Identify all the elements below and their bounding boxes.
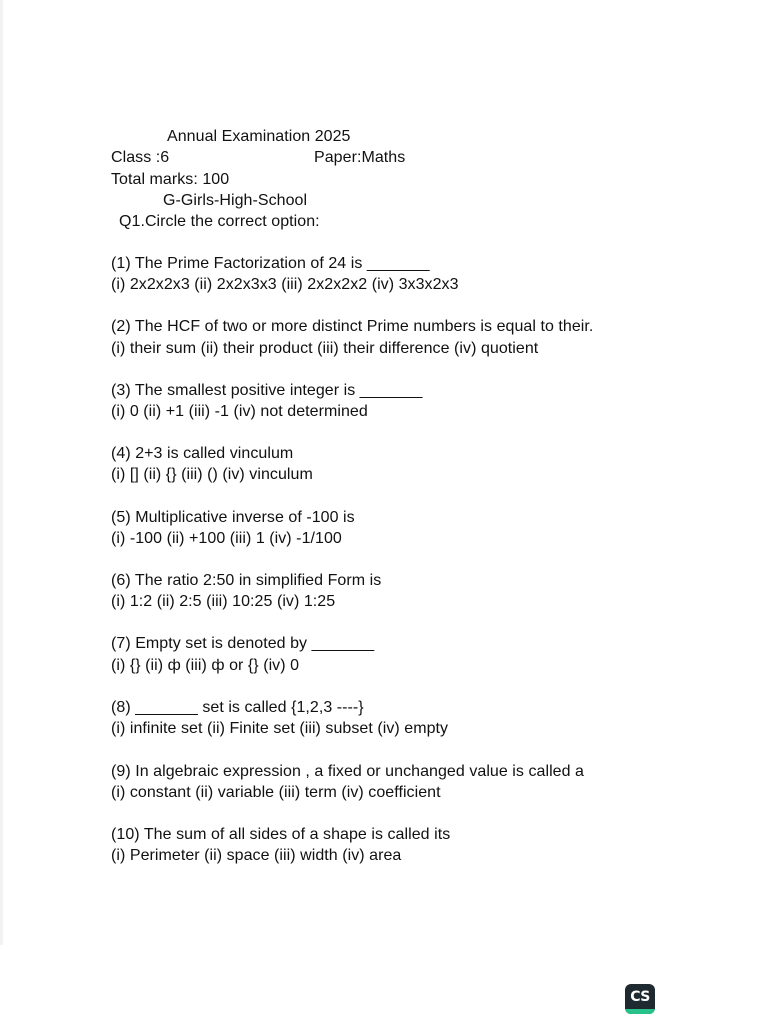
question-3: (3) The smallest positive integer is _______ — [111, 382, 423, 399]
logo-accent — [625, 1009, 655, 1014]
total-marks: Total marks: 100 — [111, 171, 230, 188]
question-7: (7) Empty set is denoted by _______ — [111, 635, 375, 652]
options-1: (i) 2x2x2x3 (ii) 2x2x3x3 (iii) 2x2x2x2 (iv) 3x3x2x3 — [111, 276, 459, 293]
question-5: (5) Multiplicative inverse of -100 is — [111, 509, 355, 526]
options-8: (i) infinite set (ii) Finite set (iii) subset (iv) empty — [111, 720, 449, 737]
class-label: Class :6 — [111, 149, 170, 166]
instruction: Q1.Circle the correct option: — [119, 213, 320, 230]
question-1: (1) The Prime Factorization of 24 is _______ — [111, 255, 430, 272]
exam-title: Annual Examination 2025 — [167, 128, 351, 145]
options-7: (i) {} (ii) ф (iii) ф or {} (iv) 0 — [111, 657, 300, 674]
options-10: (i) Perimeter (ii) space (iii) width (iv) area — [111, 847, 402, 864]
camscanner-logo — [625, 984, 655, 1014]
options-6: (i) 1:2 (ii) 2:5 (iii) 10:25 (iv) 1:25 — [111, 593, 336, 610]
options-5: (i) -100 (ii) +100 (iii) 1 (iv) -1/100 — [111, 530, 342, 547]
question-9: (9) In algebraic expression , a fixed or unchanged value is called a — [111, 763, 585, 780]
paper-label: Paper:Maths — [314, 149, 406, 166]
question-2: (2) The HCF of two or more distinct Prime numbers is equal to their. — [111, 318, 594, 335]
question-8: (8) _______ set is called {1,2,3 ----} — [111, 699, 364, 716]
question-10: (10) The sum of all sides of a shape is called its — [111, 826, 451, 843]
school-name: G-Girls-High-School — [163, 192, 308, 209]
options-2: (i) their sum (ii) their product (iii) their difference (iv) quotient — [111, 340, 539, 357]
options-9: (i) constant (ii) variable (iii) term (iv) coefficient — [111, 784, 441, 801]
options-4: (i) [] (ii) {} (iii) () (iv) vinculum — [111, 466, 313, 483]
page-edge — [0, 0, 3, 945]
logo-text: CS — [630, 989, 650, 1005]
question-4: (4) 2+3 is called vinculum — [111, 445, 294, 462]
question-6: (6) The ratio 2:50 in simplified Form is — [111, 572, 382, 589]
options-3: (i) 0 (ii) +1 (iii) -1 (iv) not determined — [111, 403, 368, 420]
